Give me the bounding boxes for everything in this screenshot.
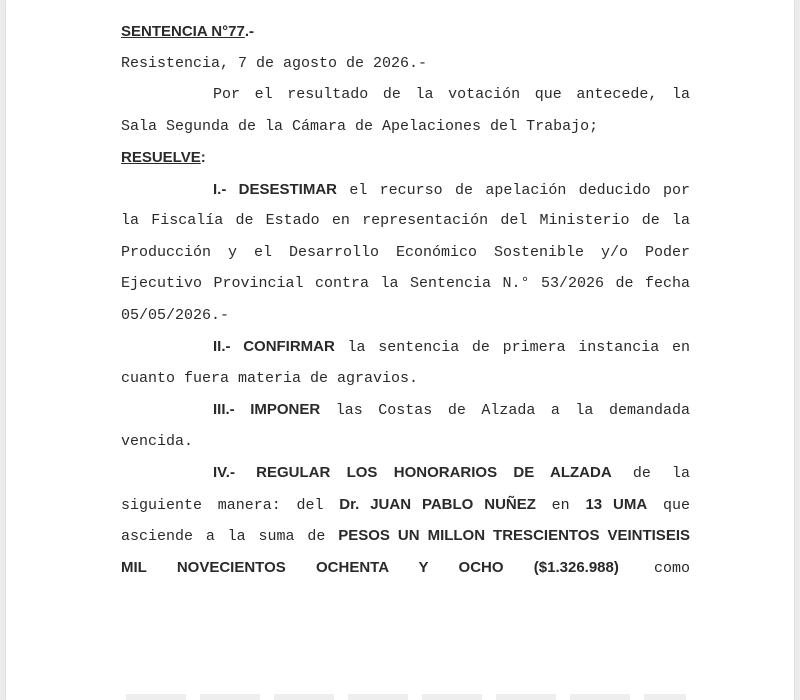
item1-line-5: 05/05/2026.- — [121, 306, 230, 324]
item4-line2-b: en — [551, 496, 570, 514]
item4-line1-text: de la — [632, 465, 690, 482]
document-page — [6, 0, 794, 700]
place-date: Resistencia, 7 de agosto de 2026.- — [121, 54, 428, 72]
item1-line-3: Producción y el Desarrollo Económico Sostenible y/o Poder — [121, 243, 690, 261]
item4-line2-a: siguiente manera: del — [121, 496, 324, 514]
item4-line-1 — [121, 457, 690, 489]
sentencia-heading — [121, 16, 690, 48]
sentencia-suffix: .- — [244, 23, 254, 40]
item4-uma: 13 UMA — [585, 495, 648, 513]
item4-line4-tail: como — [653, 559, 690, 577]
resuelve-suffix: : — [200, 149, 206, 166]
item2-verb: CONFIRMAR — [243, 338, 335, 355]
item3-line1-text: las Costas de Alzada a la demandada — [335, 402, 690, 419]
sentencia-label: SENTENCIA N°77 — [121, 23, 245, 40]
item4-verb: REGULAR LOS HONORARIOS DE ALZADA — [256, 464, 612, 481]
item4-amount-words-2: MIL NOVECIENTOS OCHENTA Y OCHO ($1.326.988) — [121, 558, 619, 576]
bleed-through-text — [126, 694, 686, 700]
intro-line-1: Por el resultado de la votación que antecede, la — [213, 86, 690, 103]
cut-off-top-line — [121, 0, 634, 1]
item3-line-2: vencida. — [121, 432, 194, 450]
item1-number: I.- — [213, 180, 227, 198]
item4-lawyer-name: Dr. JUAN PABLO NUÑEZ — [339, 495, 536, 513]
item2-line-1 — [121, 331, 690, 363]
item1-line1-text: el recurso de apelación deducido por — [349, 181, 690, 199]
document-body — [121, 16, 690, 583]
item1-line-1 — [121, 174, 690, 206]
item2-number: II.- — [213, 338, 231, 355]
resuelve-label: RESUELVE — [121, 149, 201, 166]
resuelve-heading — [121, 142, 690, 174]
item2-line-2: cuanto fuera materia de agravios. — [121, 369, 419, 387]
cut-line-tail — [625, 0, 634, 1]
item3-verb: IMPONER — [250, 401, 321, 418]
item4-line-3 — [121, 520, 690, 552]
cut-line-text — [121, 0, 544, 1]
item4-line-4 — [121, 552, 690, 584]
item3-number: III.- — [213, 401, 235, 418]
item4-line3-a: asciende a la suma de — [121, 528, 326, 545]
item4-number: IV.- — [213, 464, 235, 481]
item2-line1-text: la sentencia de primera instancia en — [347, 339, 690, 356]
item1-line-2: la Fiscalía de Estado en representación del Ministerio de la — [121, 212, 690, 229]
intro-line-2: Sala Segunda de la Cámara de Apelaciones del Trabajo; — [121, 117, 599, 135]
item4-line2-c: que — [662, 496, 690, 514]
item4-amount-words-1: PESOS UN MILLON TRESCIENTOS VEINTISEIS — [338, 527, 690, 544]
item1-verb: DESESTIMAR — [238, 180, 338, 198]
item4-line-2 — [121, 489, 690, 521]
item3-line-1 — [121, 394, 690, 426]
item1-line-4: Ejecutivo Provincial contra la Sentencia N.° 53/2026 de fecha — [121, 275, 690, 292]
